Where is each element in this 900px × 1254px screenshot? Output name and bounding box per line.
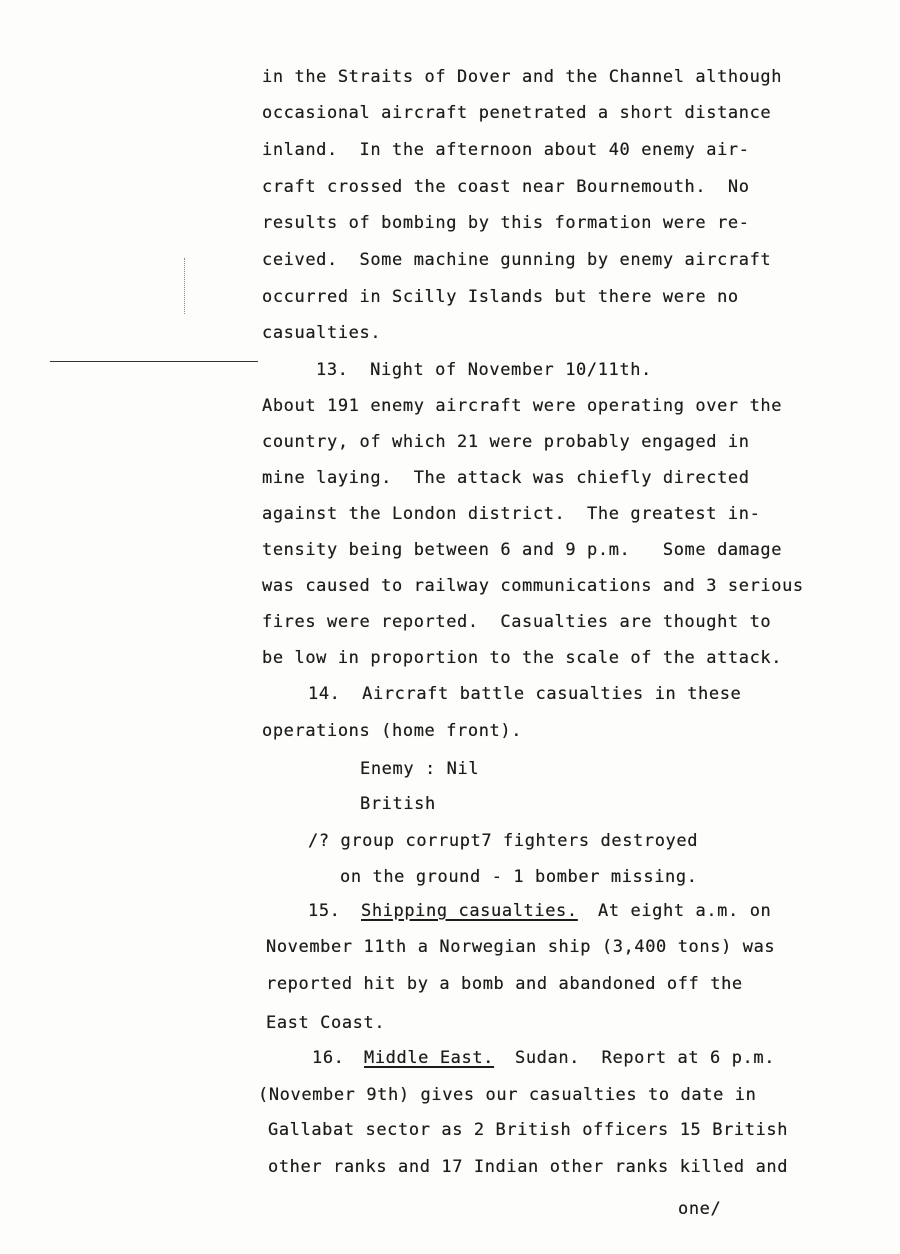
casualties-enemy-line: Enemy : Nil [360,759,480,779]
text-line-25: November 11th a Norwegian ship (3,400 tons) was [266,937,776,957]
text-line-3: inland. In the afternoon about 40 enemy air- [262,140,750,160]
text-line-10: About 191 enemy aircraft were operating over the [262,396,783,416]
paragraph-13-heading: 13. Night of November 10/11th. [316,360,652,380]
text-line-27: East Coast. [266,1013,386,1033]
margin-rule-line [50,361,258,362]
text-line-12: mine laying. The attack was chiefly directed [262,468,750,488]
text-line-29: (November 9th) gives our casualties to date in [258,1085,757,1105]
text-line-19: operations (home front). [262,721,523,741]
paragraph-16-number: 16. [312,1048,345,1068]
shipping-casualties-heading: Shipping casualties. [361,901,578,921]
casualties-british-line: British [360,794,436,814]
text-line-15: was caused to railway communications and 3 serious [262,576,804,596]
text-line-17: be low in proportion to the scale of the attack. [262,648,783,668]
text-line-2: occasional aircraft penetrated a short distance [262,103,772,123]
text-line-31: other ranks and 17 Indian other ranks killed and [268,1157,789,1177]
text-line-5: results of bombing by this formation were re- [262,213,750,233]
text-line-24-rest: At eight a.m. on [598,901,772,921]
text-line-28-rest: Sudan. Report at 6 p.m. [515,1048,776,1068]
margin-dotted-mark [184,258,187,314]
text-line-26: reported hit by a bomb and abandoned off the [266,974,743,994]
text-line-16: fires were reported. Casualties are thought to [262,612,772,632]
middle-east-heading: Middle East. [364,1048,495,1068]
paragraph-15-number: 15. [308,901,341,921]
text-line-13: against the London district. The greatest in- [262,504,761,524]
text-line-14: tensity being between 6 and 9 p.m. Some damage [262,540,783,560]
text-line-7: occurred in Scilly Islands but there were no [262,287,739,307]
text-line-30: Gallabat sector as 2 British officers 15 British [268,1120,789,1140]
text-line-8: casualties. [262,323,382,343]
text-line-4: craft crossed the coast near Bournemouth. No [262,177,750,197]
catchword: one/ [678,1199,722,1219]
text-line-6: ceived. Some machine gunning by enemy aircraft [262,250,772,270]
text-line-11: country, of which 21 were probably engaged in [262,432,750,452]
text-line-23: on the ground - 1 bomber missing. [340,867,698,887]
text-line-1: in the Straits of Dover and the Channel although [262,67,783,87]
paragraph-14-heading: 14. Aircraft battle casualties in these [308,684,742,704]
corrupt-group-line: /? group corrupt7 fighters destroyed [308,831,699,851]
